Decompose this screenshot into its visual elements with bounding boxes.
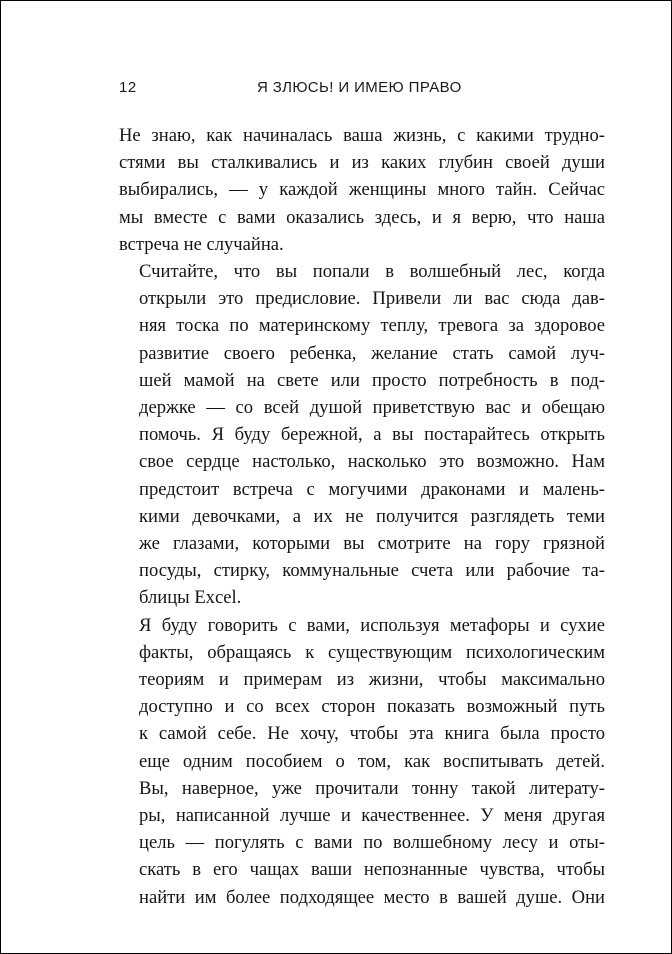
text-line: предстоит встреча с могучими драконами и малень- [139,478,605,500]
text-line: кими девочками, а их не получится разглядеть теми [139,505,605,527]
text-line: скать в его чащах ваши непознанные чувства, чтобы [139,859,605,881]
paragraph-3 [119,612,605,911]
text-line: Считайте, что вы попали в волшебный лес, когда [139,261,605,283]
text-line: посуды, стирку, коммунальные счета или рабочие та- [139,560,605,582]
text-line: факты, обращаясь к существующим психологическим [139,641,605,663]
text-line: помочь. Я буду бережной, а вы постарайтесь открыть [139,424,605,446]
text-line: мы вместе с вами оказались здесь, и я верю, что наша [119,206,605,228]
text-line: найти им более подходящее место в вашей душе. Они [139,886,605,908]
text-line: стями вы сталкивались и из каких глубин своей души [119,152,605,174]
text-line: Вы, наверное, уже прочитали тонну такой литерату- [139,777,605,799]
text-line: шей мамой на свете или просто потребность в под- [139,369,605,391]
text-line: выбирались, — у каждой женщины много тайн. Сейчас [119,179,605,201]
body-text [119,122,605,911]
text-line: открыли это предисловие. Привели ли вас сюда дав- [139,288,605,310]
text-line: ры, написанной лучше и качественнее. У меня другая [139,805,605,827]
text-line: блицы Excel. [139,587,242,609]
page-header [119,79,605,101]
text-line: доступно и со всех сторон показать возможный путь [139,696,605,718]
text-line: к самой себе. Не хочу, чтобы эта книга была просто [139,723,605,745]
page-number: 12 [119,79,137,96]
running-title: Я ЗЛЮСЬ! И ИМЕЮ ПРАВО [257,79,462,96]
text-line: держке — со всей душой приветствую вас и обещаю [139,397,605,419]
text-line: Не знаю, как начиналась ваша жизнь, с какими трудно- [119,125,605,146]
text-line: развитие своего ребенка, желание стать самой луч- [139,342,605,364]
text-line: встреча не случайна. [119,233,284,255]
text-line: же глазами, которыми вы смотрите на гору грязной [139,533,605,555]
paragraph-1 [119,122,605,258]
text-line: свое сердце настолько, насколько это возможно. Нам [139,451,605,473]
text-line: няя тоска по материнскому теплу, тревога за здоровое [139,315,605,337]
text-line: теориям и примерам из жизни, чтобы максимально [139,669,605,691]
text-line: Я буду говорить с вами, используя метафоры и сухие [139,614,605,636]
text-line: цель — погулять с вами по волшебному лесу и оты- [139,832,605,854]
paragraph-2 [119,258,605,612]
text-line: еще одним пособием о том, как воспитывать детей. [139,750,605,772]
